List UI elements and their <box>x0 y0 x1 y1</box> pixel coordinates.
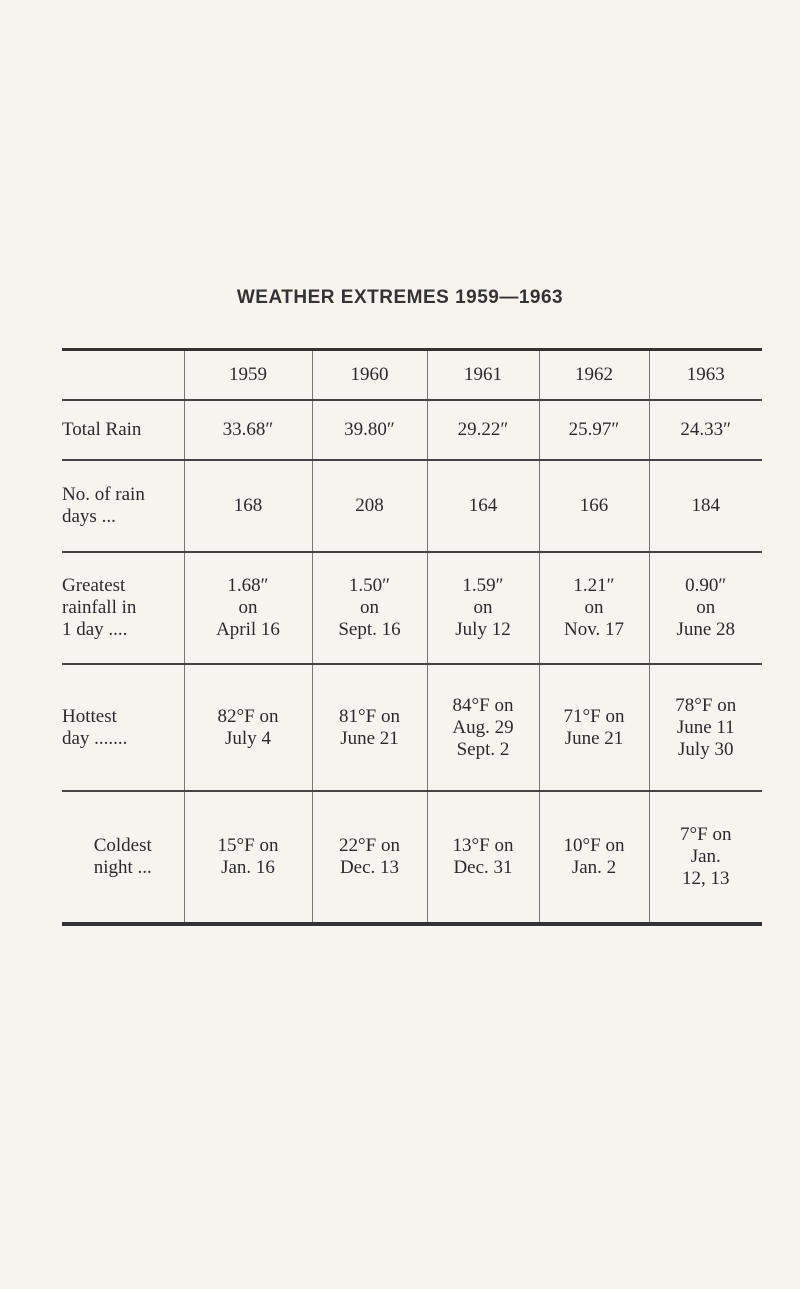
cell-line: on <box>696 597 716 618</box>
row-label-line: Hottest <box>62 705 117 727</box>
year-header: 1962 <box>539 350 649 401</box>
table-cell: 208 <box>312 460 427 552</box>
cell-line: Sept. 2 <box>456 738 510 760</box>
table-cell: 168 <box>184 460 312 552</box>
header-corner <box>62 350 184 401</box>
cell-line: July 4 <box>225 727 271 749</box>
cell-line: 22°F on <box>339 835 400 856</box>
cell-line: Jan. 2 <box>571 857 617 878</box>
cell-line: 15°F on <box>217 835 279 856</box>
row-label <box>62 552 184 664</box>
year-header: 1961 <box>427 350 539 401</box>
cell-line: 1.68″ <box>227 575 269 596</box>
cell-line: 71°F on <box>563 705 625 727</box>
cell-line: on <box>360 597 379 618</box>
cell-line: on <box>238 597 258 618</box>
row-label-line: 1 day .... <box>62 619 128 640</box>
table-cell <box>312 791 427 924</box>
cell-line: Jan. <box>690 846 721 867</box>
cell-line: 1.50″ <box>348 575 391 596</box>
row-label: Total Rain <box>62 400 184 460</box>
cell-line: 10°F on <box>563 835 625 856</box>
table-cell <box>312 664 427 791</box>
table-cell <box>539 664 649 791</box>
header-row <box>62 350 762 401</box>
cell-line: 0.90″ <box>685 575 727 596</box>
page-title: WEATHER EXTREMES 1959—1963 <box>236 287 564 308</box>
year-header: 1960 <box>312 350 427 401</box>
table-cell: 184 <box>649 460 762 552</box>
row-label-line: rainfall in <box>62 597 137 618</box>
table-row-total-rain <box>62 400 762 460</box>
row-label <box>62 664 184 791</box>
year-header: 1963 <box>649 350 762 401</box>
cell-line: Dec. 13 <box>339 857 400 878</box>
cell-line: April 16 <box>216 619 280 640</box>
table-cell <box>184 664 312 791</box>
cell-line: 81°F on <box>339 705 400 727</box>
cell-line: June 28 <box>676 619 736 640</box>
table-cell: 29.22″ <box>427 400 539 460</box>
cell-line: Sept. 16 <box>338 619 401 640</box>
table-cell <box>649 552 762 664</box>
cell-line: on <box>473 597 493 618</box>
table-cell: 164 <box>427 460 539 552</box>
table-cell: 33.68″ <box>184 400 312 460</box>
cell-line: 1.21″ <box>573 575 615 596</box>
table-cell <box>184 552 312 664</box>
table-cell: 39.80″ <box>312 400 427 460</box>
table-cell <box>649 664 762 791</box>
cell-line: Aug. 29 <box>452 716 514 738</box>
cell-line: Jan. 16 <box>221 857 275 878</box>
cell-line: June 21 <box>564 727 624 749</box>
table-cell <box>539 552 649 664</box>
row-label <box>62 791 184 924</box>
row-label-line: Greatest <box>62 575 126 596</box>
table-row-rain-days <box>62 460 762 552</box>
row-label <box>62 460 184 552</box>
cell-line: June 11 <box>676 716 735 738</box>
row-label-line: night ... <box>93 857 152 878</box>
cell-line: 12, 13 <box>682 868 730 889</box>
cell-line: 82°F on <box>217 705 279 727</box>
table-cell <box>427 664 539 791</box>
row-label-line: day ....... <box>62 727 128 749</box>
table-row-hottest-day <box>62 664 762 791</box>
cell-line: July 30 <box>678 738 734 760</box>
year-header: 1959 <box>184 350 312 401</box>
cell-line: Nov. 17 <box>564 619 624 640</box>
cell-line: Dec. 31 <box>453 857 513 878</box>
table-cell: 166 <box>539 460 649 552</box>
table-cell <box>427 552 539 664</box>
cell-line: July 12 <box>455 619 511 640</box>
row-label-line: Coldest <box>93 835 152 856</box>
table-cell <box>427 791 539 924</box>
table-cell <box>312 552 427 664</box>
cell-line: on <box>584 597 604 618</box>
cell-line: June 21 <box>340 727 399 749</box>
cell-line: 84°F on <box>452 694 514 716</box>
cell-line: 13°F on <box>452 835 514 856</box>
cell-line: 1.59″ <box>462 575 504 596</box>
table-row-coldest-night <box>62 791 762 924</box>
row-label-line: No. of rain <box>62 484 145 505</box>
table-cell <box>184 791 312 924</box>
table-cell <box>649 791 762 924</box>
cell-line: 7°F on <box>680 824 732 845</box>
table-row-greatest-rainfall <box>62 552 762 664</box>
row-label-line: days ... <box>62 506 116 527</box>
table-cell <box>539 791 649 924</box>
table-cell: 25.97″ <box>539 400 649 460</box>
table-cell: 24.33″ <box>649 400 762 460</box>
cell-line: 78°F on <box>675 694 737 716</box>
weather-extremes-table <box>62 348 762 926</box>
